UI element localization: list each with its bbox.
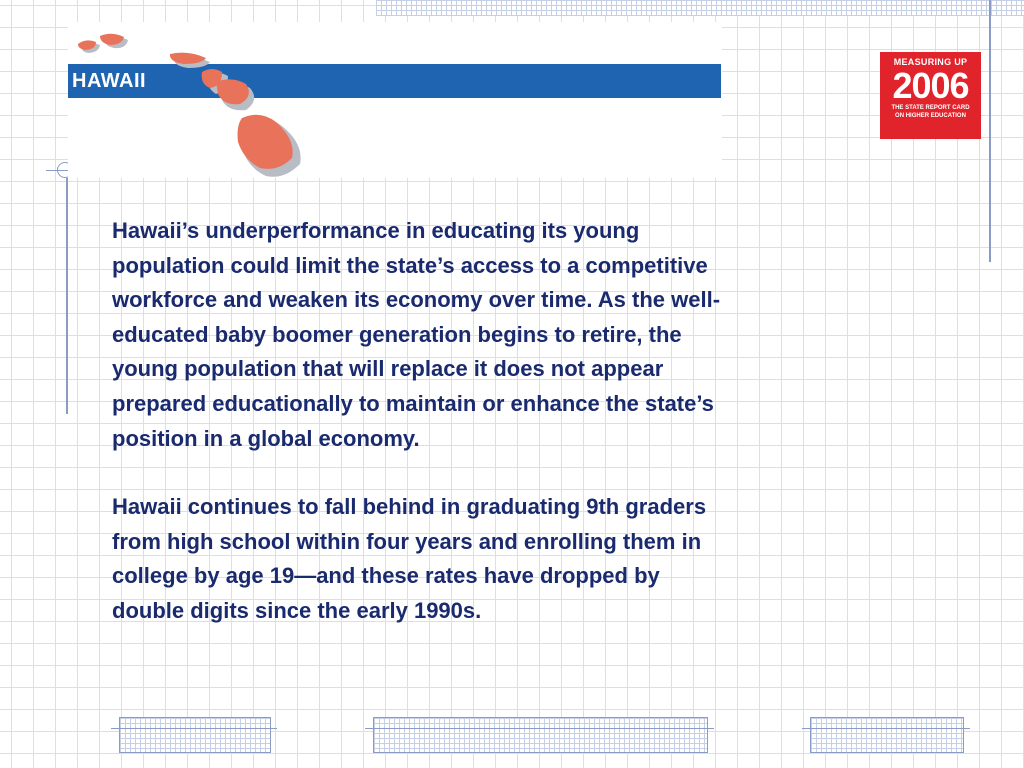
hawaii-islands-map	[70, 30, 310, 180]
badge-year: 2006	[892, 65, 969, 106]
island-shapes	[78, 34, 293, 169]
state-title: HAWAII	[72, 70, 147, 92]
left-vertical-rule	[66, 178, 68, 414]
measuring-up-badge	[880, 52, 981, 139]
bottom-grid-panel-center	[373, 717, 708, 753]
badge-subtitle-2: ON HIGHER EDUCATION	[895, 113, 966, 119]
paragraph-2: Hawaii continues to fall behind in graduating 9th graders from high school within four years and enrolling them in college by age 19—and these rates have dropped by double digits since the early 1990s.	[112, 494, 707, 623]
bottom-grid-panel-left	[119, 717, 271, 753]
paragraph-1: Hawaii’s underperformance in educating its young population could limit the state’s access to a competitive workforce and weaken its economy over time. As the well- educated baby boomer generation begins to retire, the young population that will replace it does not appear prepared educationally to maintain or enhance the state’s position in a global economy.	[112, 218, 721, 451]
badge-title: MEASURING UP	[893, 57, 968, 67]
bottom-rule-left	[111, 728, 277, 729]
bottom-rule-center	[365, 728, 714, 729]
top-grid-decoration	[376, 0, 1024, 16]
bottom-grid-panel-right	[810, 717, 964, 753]
right-vertical-rule	[989, 0, 991, 262]
bottom-rule-right	[802, 728, 970, 729]
badge-subtitle-1: THE STATE REPORT CARD	[891, 105, 970, 111]
slide-body	[112, 214, 912, 629]
